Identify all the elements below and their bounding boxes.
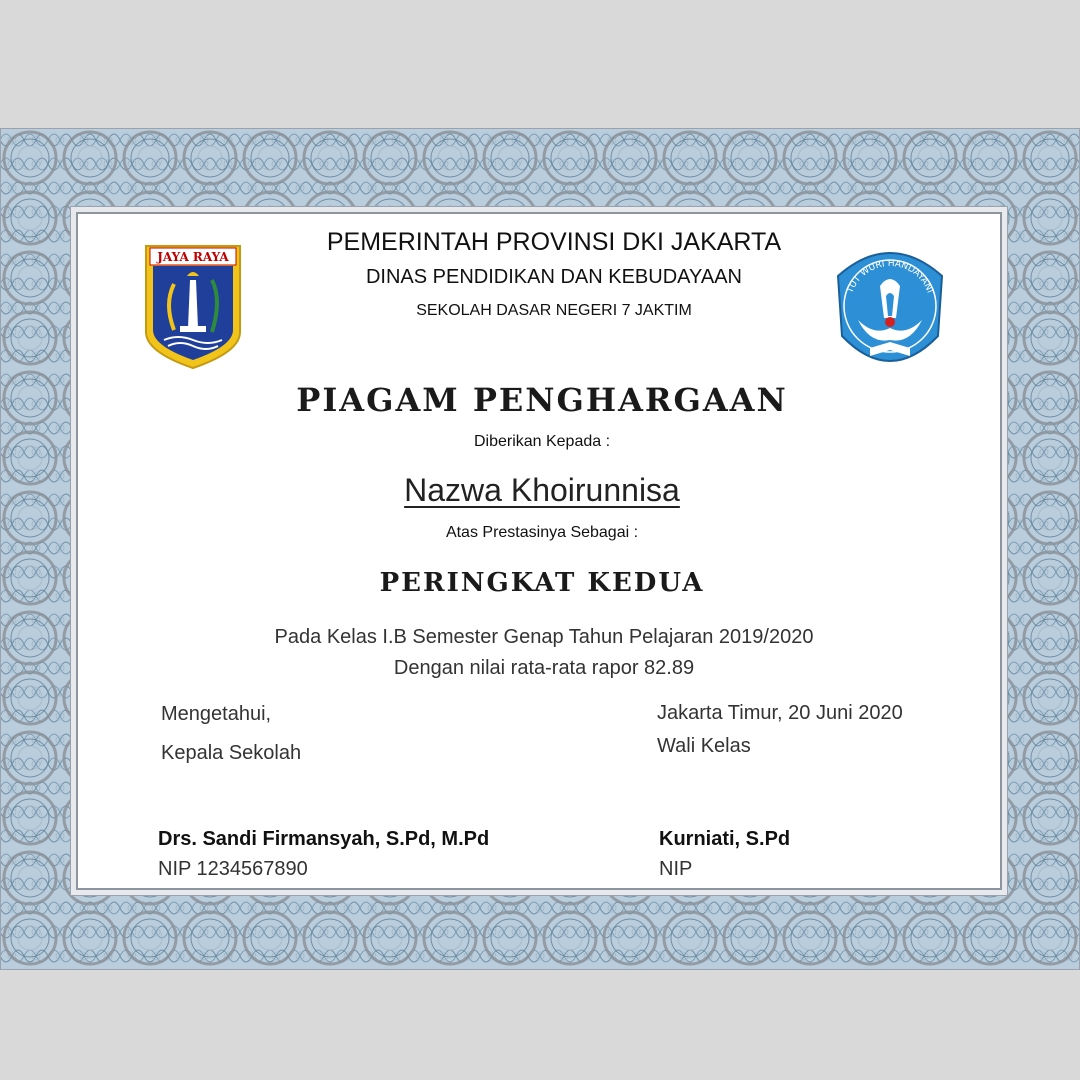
place-date: Jakarta Timur, 20 Juni 2020 [657, 702, 903, 724]
homeroom-teacher-name: Kurniati, S.Pd [659, 828, 791, 850]
acknowledged-label: Mengetahui, [161, 703, 272, 725]
description-line-1: Pada Kelas I.B Semester Genap Tahun Pelajaran 2019/2020 [274, 626, 814, 648]
principal-name: Drs. Sandi Firmansyah, S.Pd, M.Pd [158, 828, 490, 850]
given-to-label: Diberikan Kepada : [473, 433, 611, 450]
achievement-rank: PERINGKAT KEDUA [379, 568, 705, 598]
header-school: SEKOLAH DASAR NEGERI 7 JAKTIM [416, 302, 692, 319]
certificate-title: PIAGAM PENGHARGAAN [296, 381, 788, 419]
header-government: PEMERINTAH PROVINSI DKI JAKARTA [326, 228, 782, 256]
principal-role: Kepala Sekolah [161, 742, 302, 764]
homeroom-teacher-role: Wali Kelas [657, 735, 751, 757]
homeroom-teacher-nip: NIP [659, 858, 693, 880]
recipient-name-line [2, 472, 1080, 509]
header-department: DINAS PENDIDIKAN DAN KEBUDAYAAN [365, 266, 742, 288]
achievement-label: Atas Prestasinya Sebagai : [445, 524, 639, 541]
description-line-2: Dengan nilai rata-rata rapor 82.89 [393, 657, 695, 679]
principal-nip: NIP 1234567890 [158, 858, 308, 880]
tut-wuri-ring-text: TUT WURI HANDAYANI [845, 258, 935, 295]
jakarta-banner-text: JAYA RAYA [157, 250, 229, 264]
recipient-name: Nazwa Khoirunnisa [404, 472, 680, 508]
